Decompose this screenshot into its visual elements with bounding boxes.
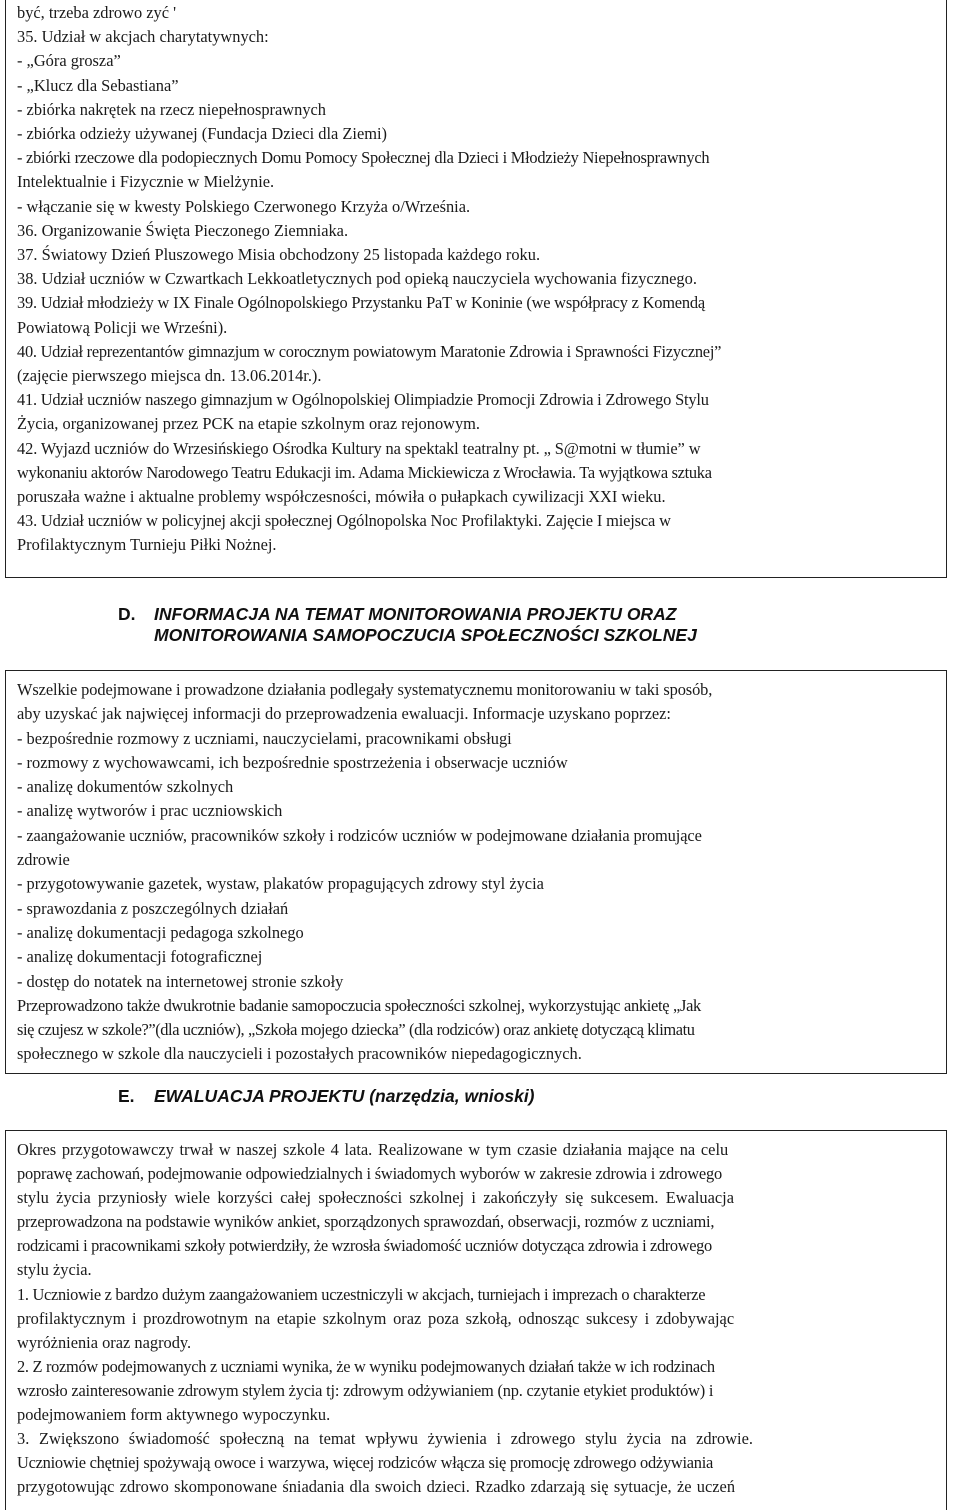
section-d-line: - analizę dokumentacji fotograficznej [17,947,263,967]
section-c-line: być, trzeba zdrowo zyć ' [17,3,177,22]
section-c-line: - zbiórki rzeczowe dla podopiecznych Domu Pomocy Społecznej dla Dzieci i Młodzieży Niepełnosprawnych [17,148,710,168]
section-d-heading [118,604,697,646]
section-d-line: - analizę dokumentacji pedagoga szkolnego [17,922,304,942]
section-d-line: - zaangażowanie uczniów, pracowników szkoły i rodziców uczniów w podejmowane działania promujące [17,825,702,845]
section-e-line: przygotowując zdrowo skomponowane śniadania dla swoich dzieci. Rzadko zdarzają się sytuacje, że uczeń [17,1477,736,1497]
section-d-line: - bezpośrednie rozmowy z uczniami, nauczycielami, pracownikami obsługi [17,728,512,748]
section-c-line: - zbiórka nakrętek na rzecz niepełnosprawnych [17,99,326,119]
section-d-line: - sprawozdania z poszczególnych działań [17,898,289,918]
section-e-line: 1. Uczniowie z bardzo dużym zaangażowaniem uczestniczyli w akcjach, turniejach i imprezach o charakterze [17,1284,706,1304]
section-c-line: Powiatową Policji we Wrześni). [17,317,228,337]
section-e-line: wzrosło zainteresowanie zdrowym stylem życia tj: zdrowym odżywianiem (np. czytanie etykiet produktów) i [17,1380,714,1400]
section-e-line: wyróżnienia oraz nagrody. [17,1332,192,1352]
section-c-line: poruszała ważne i aktualne problemy współczesności, mówiła o pułapkach cywilizacji XXI wieku. [17,487,666,507]
section-c-line: 35. Udział w akcjach charytatywnych: [17,27,269,47]
section-d-line: - przygotowywanie gazetek, wystaw, plakatów propagujących zdrowy styl życia [17,874,544,894]
section-d-line: społecznego w szkole dla nauczycieli i pozostałych pracowników niepedagogicznych. [17,1044,582,1064]
section-e-line: przeprowadzona na podstawie wyników ankiet, sporządzonych sprawozdań, obserwacji, rozmów z uczniami, [17,1212,715,1232]
section-d-line: - dostęp do notatek na internetowej stronie szkoły [17,971,344,991]
section-d-title-line2: MONITOROWANIA SAMOPOCZUCIA SPOŁECZNOŚCI SZKOLNEJ [154,625,697,645]
section-c-line: 38. Udział uczniów w Czwartkach Lekkoatletycznych pod opieką nauczyciela wychowania fizycznego. [17,269,697,289]
section-e-line: stylu życia. [17,1260,92,1280]
section-c-line: 36. Organizowanie Święta Pieczonego Ziemniaka. [17,220,349,240]
section-c-line: 42. Wyjazd uczniów do Wrzesińskiego Ośrodka Kultury na spektakl teatralny pt. „ S@motni w tłumie” w [17,438,701,458]
section-c-line: wykonaniu aktorów Narodowego Teatru Edukacji im. Adama Mickiewicza z Wrocławia. Ta wyjątkowa sztuka [17,462,712,482]
section-c-line: 41. Udział uczniów naszego gimnazjum w Ogólnopolskiej Olimpiadzie Promocji Zdrowia i Zdrowego Stylu [17,390,709,410]
section-d-line: zdrowie [17,850,70,870]
section-e-line: 2. Z rozmów podejmowanych z uczniami wynika, że w wyniku podejmowanych działań także w ich rodzinach [17,1356,715,1376]
section-c-line: 43. Udział uczniów w policyjnej akcji społecznej Ogólnopolska Noc Profilaktyki. Zajęcie I miejsca w [17,511,671,531]
section-d-line: aby uzyskać jak najwięcej informacji do przeprowadzenia ewaluacji. Informacje uzyskano poprzez: [17,704,671,724]
section-d-line: - rozmowy z wychowawcami, ich bezpośrednie spostrzeżenia i obserwacje uczniów [17,752,568,772]
section-d-letter: D. [118,604,136,624]
section-c-line: Intelektualnie i Fizycznie w Mielżynie. [17,172,275,192]
section-c-box [5,0,947,578]
section-c-line: Profilaktycznym Turnieju Piłki Nożnej. [17,535,277,555]
section-c-line: - zbiórka odzieży używanej (Fundacja Dzieci dla Ziemi) [17,124,387,144]
section-c-line: 37. Światowy Dzień Pluszowego Misia obchodzony 25 listopada każdego roku. [17,245,541,265]
section-e-line: Uczniowie chętniej spożywają owoce i warzywa, więcej rodziców włącza się promocję zdrowego odżywiania [17,1453,714,1473]
section-e-line: podejmowaniem form aktywnego wypoczynku. [17,1405,331,1425]
section-e-line: Okres przygotowawczy trwał w naszej szkole 4 lata. Realizowane w tym czasie działania mające na celu [17,1140,729,1159]
section-d-line: się czujesz w szkole?”(dla uczniów), „Szkoła mojego dziecka” (dla rodziców) oraz ankietę dotyczącą klimatu [17,1020,695,1040]
section-e-heading [118,1086,535,1107]
section-d-title-line1: INFORMACJA NA TEMAT MONITOROWANIA PROJEKTU ORAZ [154,604,677,624]
section-e-letter: E. [118,1086,135,1106]
section-c-line: - włączanie się w kwesty Polskiego Czerwonego Krzyża o/Września. [17,196,471,216]
section-e-title: EWALUACJA PROJEKTU (narzędzia, wnioski) [154,1086,535,1106]
section-e-box [5,1130,947,1510]
section-d-box [5,670,947,1074]
section-d-line: Przeprowadzono także dwukrotnie badanie samopoczucia społeczności szkolnej, wykorzystując ankietę „Jak [17,995,701,1015]
section-e-line: 3. Zwiększono świadomość społeczną na temat wpływu żywienia i zdrowego stylu życia na zdrowie. [17,1429,753,1449]
section-c-line: 40. Udział reprezentantów gimnazjum w corocznym powiatowym Maratonie Zdrowia i Sprawności Fizycznej” [17,341,722,361]
section-c-line: Życia, organizowanej przez PCK na etapie szkolnym oraz rejonowym. [17,414,481,434]
section-c-line: 39. Udział młodzieży w IX Finale Ogólnopolskiego Przystanku PaT w Koninie (we współpracy z Komendą [17,293,705,313]
section-e-line: rodzicami i pracownikami szkoły potwierdziły, że wzrosła świadomość uczniów dotycząca zdrowia i zdrowego [17,1236,712,1256]
section-c-line: - „Klucz dla Sebastiana” [17,75,179,95]
section-d-line: - analizę wytworów i prac uczniowskich [17,801,283,821]
section-e-line: poprawę zachowań, podejmowanie odpowiedzialnych i świadomych wyborów w zakresie zdrowia i zdrowego [17,1164,722,1184]
section-c-line: (zajęcie pierwszego miejsca dn. 13.06.2014r.). [17,366,322,386]
section-d-line: - analizę dokumentów szkolnych [17,777,234,797]
section-d-line: Wszelkie podejmowane i prowadzone działania podlegały systematycznemu monitorowaniu w taki sposób, [17,680,713,699]
section-c-line: - „Góra grosza” [17,51,121,71]
section-e-line: stylu życia przyniosły wiele korzyści całej społeczności szkolnej i zakończyły się sukcesem. Ewaluacja [17,1188,735,1208]
section-e-line: profilaktycznym i prozdrowotnym na etapie szkolnym oraz poza szkołą, odnosząc sukcesy i zdobywając [17,1308,735,1328]
